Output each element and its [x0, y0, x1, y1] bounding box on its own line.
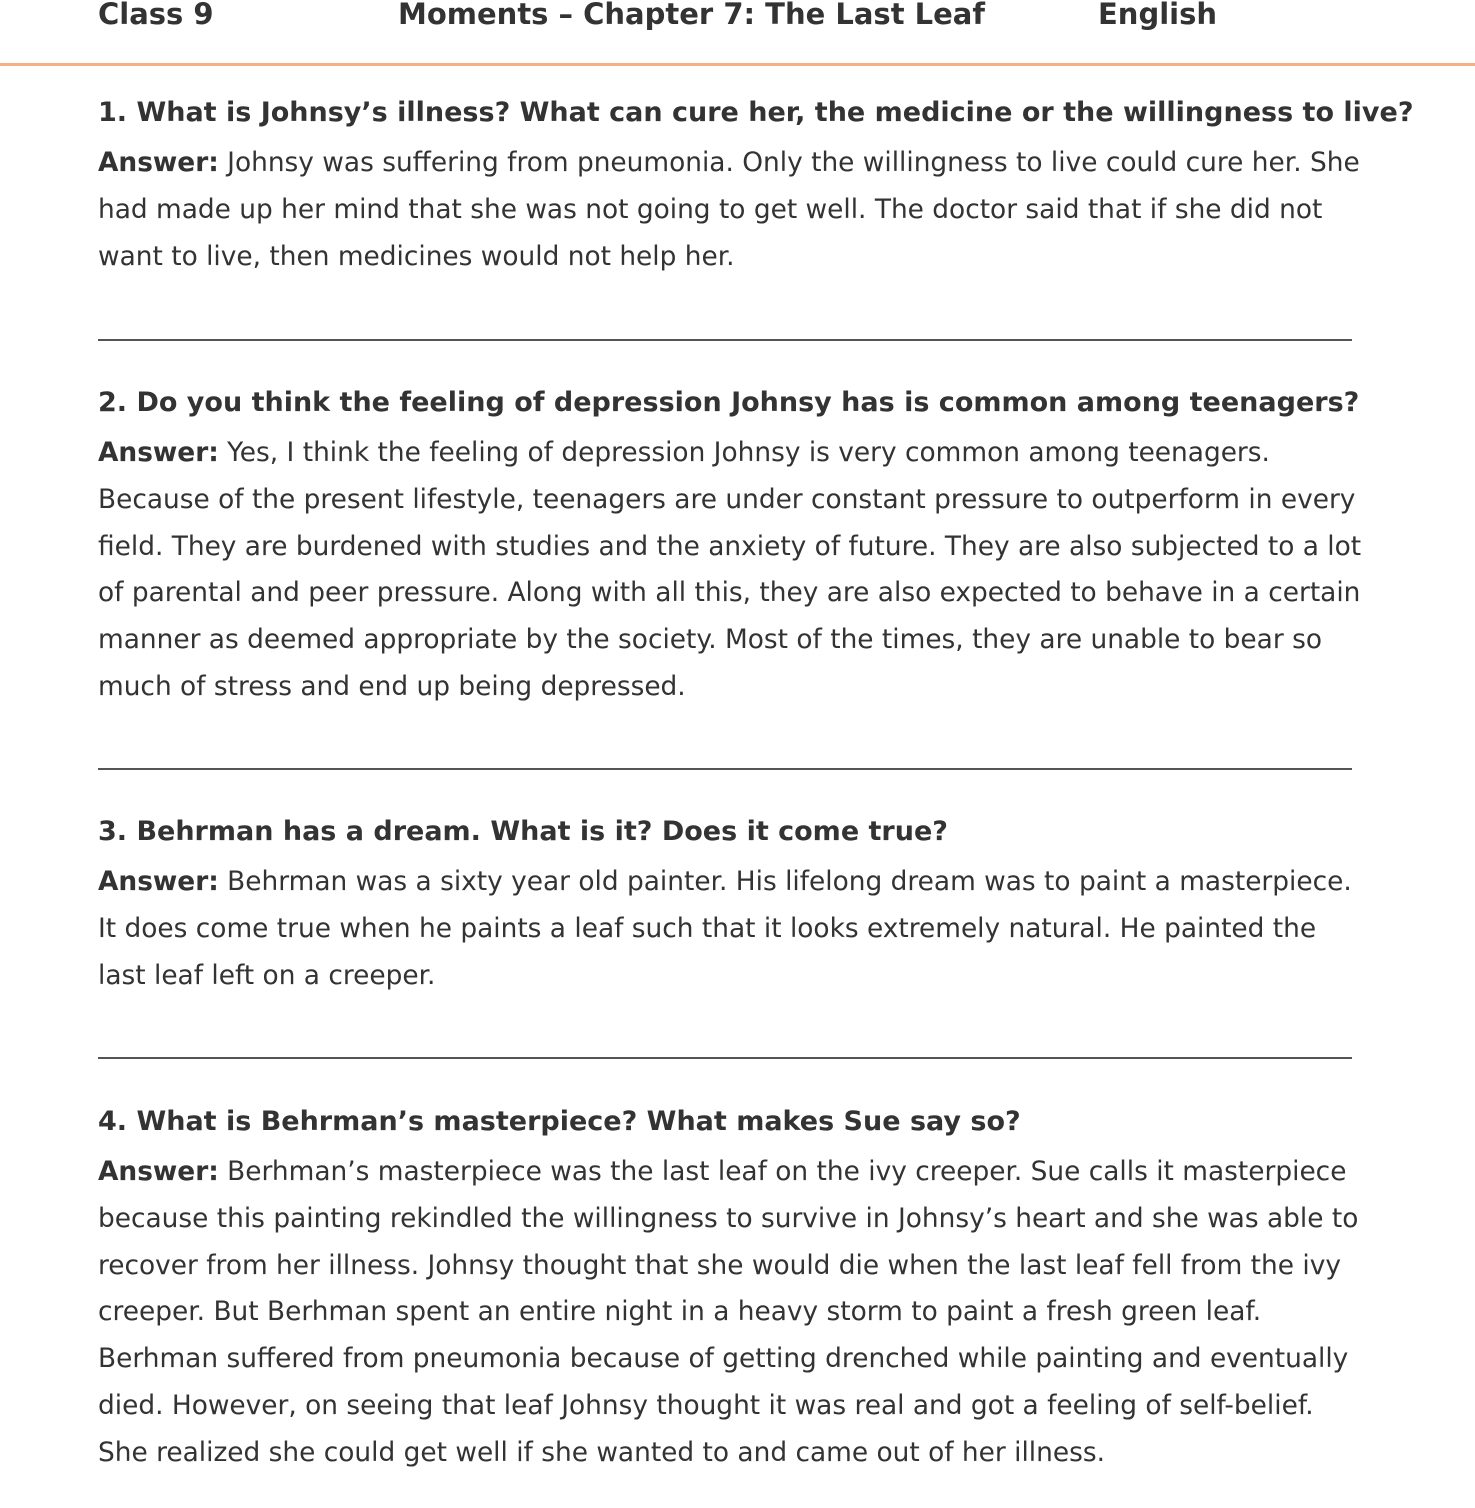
section-divider [98, 1057, 1352, 1059]
answer-label: Answer: [98, 1156, 219, 1187]
question-text: 3. Behrman has a dream. What is it? Does it come true? [98, 816, 948, 847]
question-text: 1. What is Johnsy’s illness? What can cure her, the medicine or the willingness to live? [98, 97, 1414, 128]
answer-text: Berhman’s masterpiece was the last leaf on the ivy creeper. Sue calls it masterpiece because this painting rekindled the willingness to survive in Johnsy’s heart and she was able to recover from her illness. Johnsy thought that she would die when the last leaf fell from the ivy creeper. But Berhman spent an entire night in a heavy storm to paint a fresh green leaf. Berhman suffered from pneumonia because of getting drenched while painting and eventually died. However, on seeing that leaf Johnsy thought it was real and got a feeling of self-belief. She realized she could get well if she wanted to and came out of her illness. [98, 1156, 1359, 1468]
section-divider [98, 339, 1352, 341]
answer-paragraph [98, 430, 1368, 711]
answer-text: Behrman was a sixty year old painter. His lifelong dream was to paint a masterpiece. It does come true when he paints a leaf such that it looks extremely natural. He painted the last leaf left on a creeper. [98, 866, 1352, 991]
qa-block [98, 1102, 1368, 1477]
chapter-title: Moments – Chapter 7: The Last Leaf [398, 0, 985, 31]
class-label: Class 9 [98, 0, 214, 31]
section-divider [98, 768, 1352, 770]
subject-label: English [1098, 0, 1218, 31]
answer-text: Yes, I think the feeling of depression Johnsy is very common among teenagers. Because of the present lifestyle, teenagers are under constant pressure to outperform in every field. They are burdened with studies and the anxiety of future. They are also subjected to a lot of parental and peer pressure. Along with all this, they are also expected to behave in a certain manner as deemed appropriate by the society. Most of the times, they are unable to bear so much of stress and end up being depressed. [98, 437, 1362, 702]
qa-block [98, 93, 1414, 280]
answer-paragraph [98, 859, 1368, 999]
answer-text: Johnsy was suffering from pneumonia. Only the willingness to live could cure her. She had made up her mind that she was not going to get well. The doctor said that if she did not want to live, then medicines would not help her. [98, 147, 1360, 272]
question-text: 2. Do you think the feeling of depression Johnsy has is common among teenagers? [98, 387, 1360, 418]
answer-label: Answer: [98, 147, 219, 178]
answer-label: Answer: [98, 866, 219, 897]
answer-paragraph [98, 1149, 1368, 1477]
qa-block [98, 383, 1368, 711]
question-text: 4. What is Behrman’s masterpiece? What makes Sue say so? [98, 1106, 1021, 1137]
answer-paragraph [98, 140, 1368, 280]
qa-block [98, 812, 1368, 999]
answer-label: Answer: [98, 437, 219, 468]
page-header [0, 0, 1475, 66]
